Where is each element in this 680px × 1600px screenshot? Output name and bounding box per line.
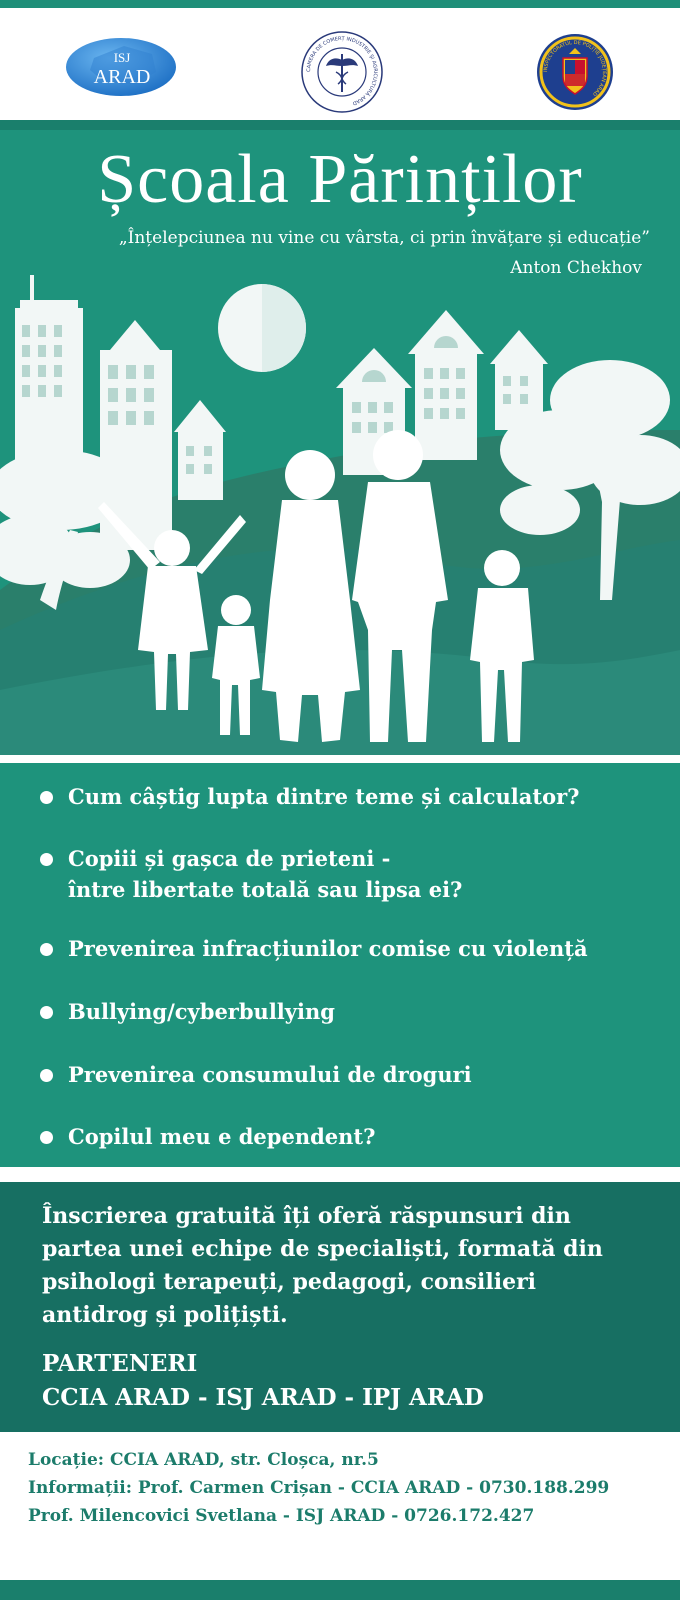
quote-text: „Înțelepciunea nu vine cu vârsta, ci prin învățare și educație”: [118, 228, 650, 248]
contact-line: Informații: Prof. Carmen Crișan - CCIA ARAD - 0730.188.299: [28, 1478, 610, 1498]
list-item-text: Bullying/cyberbullying: [68, 999, 335, 1024]
footer-contact: [0, 1432, 680, 1580]
info-line: psihologi terapeuți, pedagogi, consilieri: [42, 1269, 537, 1295]
partners-list: CCIA ARAD - ISJ ARAD - IPJ ARAD: [42, 1384, 484, 1411]
partners-title: PARTENERI: [42, 1350, 198, 1377]
family-city-scene: [0, 130, 680, 755]
list-item-text: Copilul meu e dependent?: [68, 1124, 376, 1149]
bullet-icon: [40, 1069, 53, 1082]
info-line: Înscrierea gratuită îți oferă răspunsuri din: [42, 1203, 571, 1229]
bullet-icon: [40, 791, 53, 804]
topics-list: [0, 763, 680, 1167]
header-rule: [0, 120, 680, 130]
info-line: antidrog și polițiști.: [42, 1302, 288, 1328]
separator: [0, 1167, 680, 1182]
info-line: partea unei echipe de specialiști, formată din: [42, 1236, 603, 1262]
contact-line: Prof. Milencovici Svetlana - ISJ ARAD - 0726.172.427: [28, 1506, 535, 1526]
ccia-arad-logo: [300, 30, 384, 114]
list-item-text: între libertate totală sau lipsa ei?: [68, 877, 463, 902]
isj-logo-big-text: ARAD: [93, 66, 151, 88]
list-item-text: Prevenirea infracțiunilor comise cu violență: [68, 936, 588, 961]
isj-logo-small-text: ISJ: [113, 50, 131, 65]
bullet-icon: [40, 1006, 53, 1019]
bullet-icon: [40, 1131, 53, 1144]
bullet-icon: [40, 853, 53, 866]
separator: [0, 755, 680, 763]
info-text: [42, 1200, 652, 1332]
top-stripe: [0, 0, 680, 8]
ipj-arad-logo: [535, 32, 615, 112]
list-item-text: Cum câștig lupta dintre teme și calculator?: [68, 784, 580, 809]
ipj-logo-caption: INSPECTORATUL DE POLIȚIE JUDEȚEAN ARAD: [542, 39, 608, 97]
house-small-left: [174, 400, 226, 500]
info-panel: [0, 1182, 680, 1432]
bottom-stripe: [0, 1580, 680, 1600]
list-item-text: Prevenirea consumului de droguri: [68, 1062, 472, 1087]
hero-banner: [0, 130, 680, 755]
page-title: Școala Părinților: [97, 141, 583, 218]
ccia-logo-caption: CAMERA DE COMERȚ INDUSTRIE ȘI AGRICULTURĂ ARAD: [305, 35, 379, 107]
header: [0, 8, 680, 120]
house-right-2: [408, 310, 484, 460]
quote-author: Anton Chekhov: [510, 258, 642, 278]
bullet-icon: [40, 943, 53, 956]
list-item-text: Copiii și gașca de prieteni -: [68, 846, 391, 871]
isj-arad-logo: [64, 36, 178, 98]
location-text: Locație: CCIA ARAD, str. Cloșca, nr.5: [28, 1450, 379, 1470]
